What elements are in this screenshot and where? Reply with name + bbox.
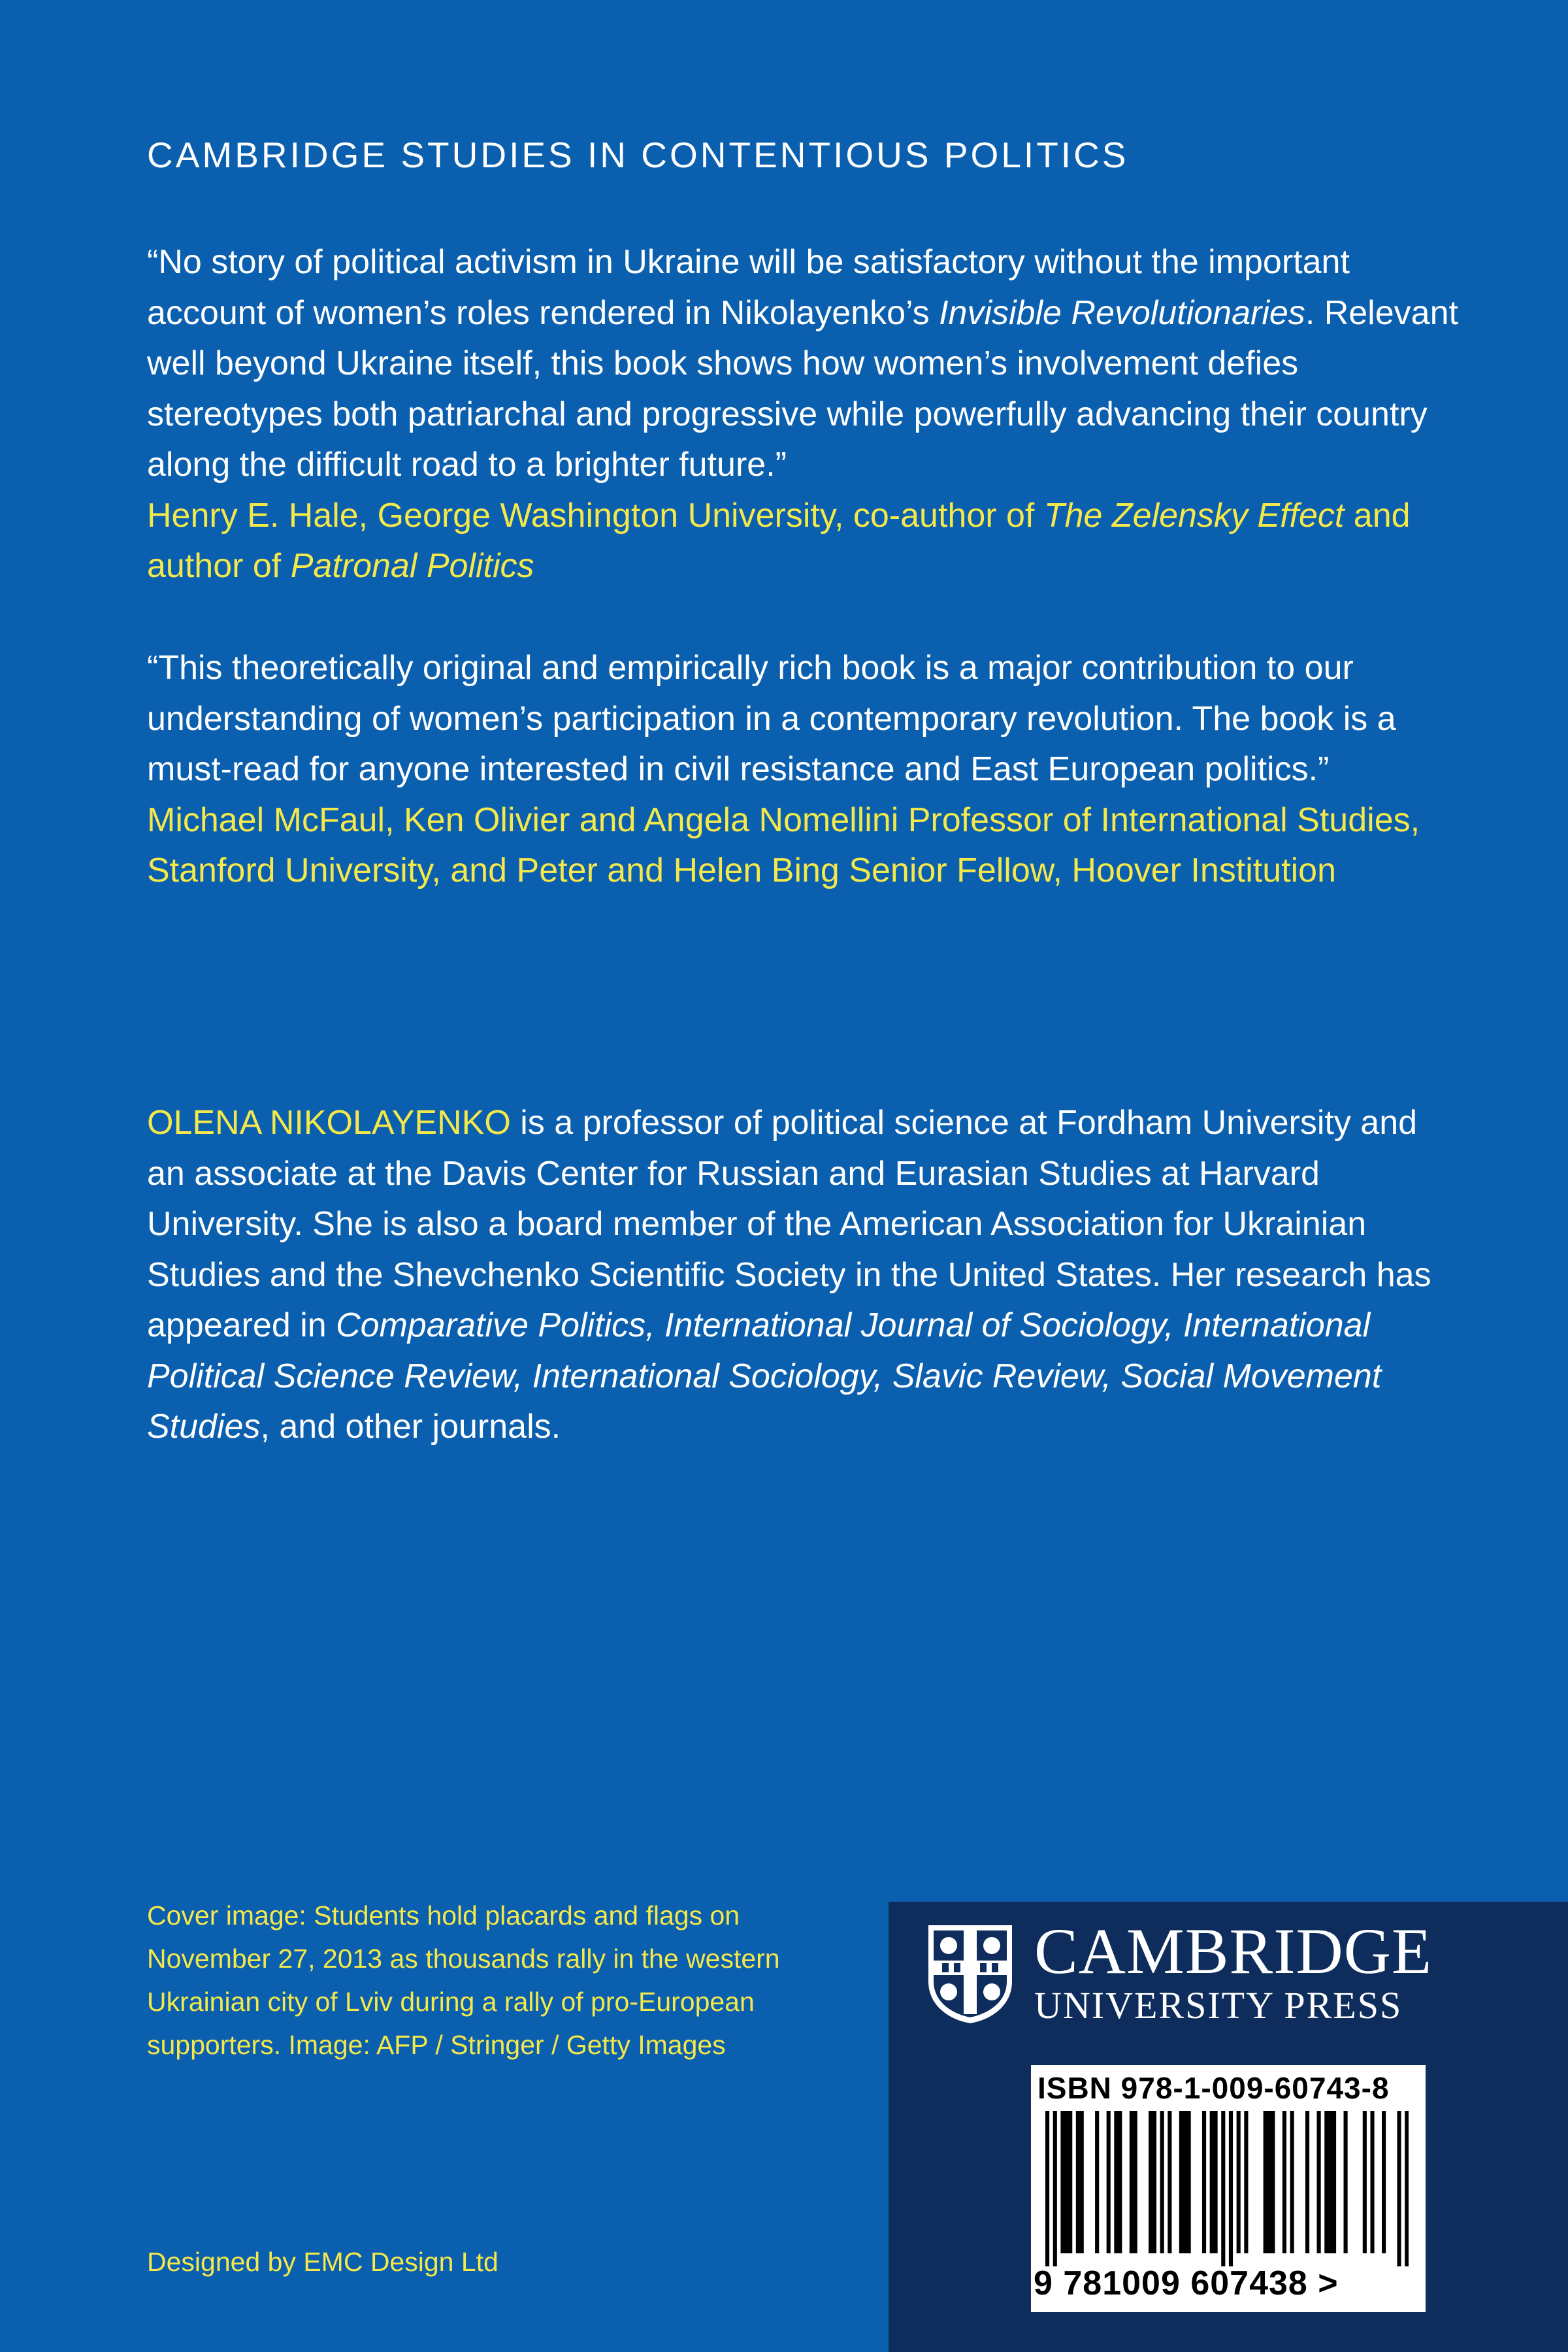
- barcode-bar: [1271, 2111, 1275, 2253]
- barcode-bar: [1134, 2111, 1137, 2253]
- quote-text: . Relevant well beyond Ukraine itself, this book shows how women’s involvement defies stereotypes both patriarchal and progressive while powerfully advancing their country along the difficult road to a brighter future.”: [147, 293, 1458, 484]
- barcode-bar: [1053, 2111, 1057, 2266]
- barcode-bar: [1264, 2111, 1267, 2253]
- endorsement-hale: [147, 237, 1460, 592]
- barcode-bar: [1118, 2111, 1122, 2253]
- barcode-bar: [1045, 2111, 1049, 2266]
- publisher-panel: [889, 1902, 1568, 2352]
- barcode-bar: [1282, 2111, 1286, 2253]
- endorsement-quote: “This theoretically original and empirically rich book is a major contribution to our understanding of women’s participation in a contemporary revolution. The book is a must-read for anyone interested in civil resistance and East European politics.”: [147, 649, 1396, 788]
- barcode-bar: [1114, 2111, 1118, 2253]
- journal-list: Comparative Politics, International Journal of Sociology, International Political Science Review, International Sociology, Slavic Review, Social Movement Studies: [147, 1306, 1382, 1446]
- barcode-bar: [1060, 2111, 1064, 2253]
- publisher-name-line-1: CAMBRIDGE: [1034, 1915, 1433, 1987]
- cambridge-shield-icon: [924, 1921, 1016, 2026]
- barcode-bar: [1183, 2111, 1187, 2253]
- barcode-bar: [1397, 2111, 1401, 2266]
- endorsement-mcfaul: [147, 643, 1460, 897]
- barcode-bar: [1229, 2111, 1233, 2266]
- barcode-bar: [1107, 2111, 1111, 2253]
- quote-text: “No story of political activism in Ukraine will be satisfactory without the important account of women’s roles rendered in Nikolayenko’s: [147, 243, 1350, 332]
- barcode-bar: [1076, 2111, 1080, 2253]
- barcode-bar: [1267, 2111, 1271, 2253]
- barcode-bar: [1382, 2111, 1386, 2253]
- author-bio: [147, 1098, 1460, 1453]
- series-title: CAMBRIDGE STUDIES IN CONTENTIOUS POLITICS: [147, 135, 1129, 175]
- barcode-bar: [1244, 2111, 1248, 2253]
- barcode-bar: [1317, 2111, 1321, 2253]
- barcode-bar: [1237, 2111, 1241, 2253]
- barcode-bar: [1405, 2111, 1409, 2266]
- barcode-bar: [1324, 2111, 1328, 2253]
- barcode-bar: [1168, 2111, 1171, 2253]
- barcode-bar: [1095, 2111, 1099, 2253]
- barcode-bar: [1160, 2111, 1164, 2253]
- publisher-name: [1034, 1915, 1433, 2027]
- bio-text: is a professor of political science at Fordham University and an associate at the Davis Center for Russian and Eurasian Studies at Harvard University. She is also a board member of the American Association for Ukrainian Studies and the Shevchenko Scientific Society in the United States. Her research has appeared in: [147, 1104, 1431, 1344]
- barcode-bar: [1080, 2111, 1084, 2253]
- barcode-bar: [1221, 2111, 1225, 2266]
- cover-image-credit: Cover image: Students hold placards and flags on November 27, 2013 as thousands rally in the western Ukrainian city of Lviv during a rally of pro-European supporters. Image: AFP / Stringer / Getty Images: [147, 1900, 780, 2060]
- barcode-bar: [1305, 2111, 1309, 2253]
- barcode-bar: [1130, 2111, 1134, 2253]
- barcode-bar: [1370, 2111, 1374, 2253]
- endorsement-attribution: [147, 491, 1460, 592]
- endorsement-quote: [147, 237, 1460, 491]
- barcode-bar: [1214, 2111, 1218, 2253]
- attribution-text: and author of: [147, 496, 1411, 585]
- barcode-bar: [1210, 2111, 1214, 2253]
- author-name: OLENA NIKOLAYENKO: [147, 1104, 511, 1142]
- barcode-bar: [1332, 2111, 1336, 2253]
- barcode-bar: [1344, 2111, 1348, 2253]
- book-title: Invisible Revolutionaries: [939, 293, 1305, 332]
- isbn-barcode: [1031, 2065, 1426, 2312]
- isbn-label: ISBN 978-1-009-60743-8: [1037, 2071, 1390, 2105]
- barcode-digits: 9 781009 607438 >: [1034, 2264, 1339, 2302]
- barcode-bar: [1187, 2111, 1191, 2253]
- bio-text: , and other journals.: [260, 1408, 561, 1446]
- barcode-bar: [1179, 2111, 1183, 2253]
- endorsement-attribution: Michael McFaul, Ken Olivier and Angela Nomellini Professor of International Studies, Stanford University, and Peter and Helen Bing Senior Fellow, Hoover Institution: [147, 801, 1420, 889]
- design-credit: Designed by EMC Design Ltd: [147, 2247, 498, 2277]
- publisher-logo: [924, 1915, 1433, 2027]
- barcode-bar: [1149, 2111, 1152, 2253]
- author-bio-text: [147, 1098, 1460, 1453]
- barcode-bars: [1045, 2111, 1409, 2266]
- barcode-bar: [1068, 2111, 1072, 2253]
- publisher-name-line-2: UNIVERSITY PRESS: [1034, 1984, 1403, 2027]
- attribution-text: Henry E. Hale, George Washington University, co-author of: [147, 496, 1044, 535]
- attribution-book: The Zelensky Effect: [1043, 496, 1345, 535]
- barcode-bar: [1202, 2111, 1206, 2253]
- barcode-bar: [1064, 2111, 1068, 2253]
- barcode-bar: [1328, 2111, 1332, 2253]
- barcode-bar: [1363, 2111, 1367, 2253]
- attribution-book: Patronal Politics: [290, 547, 534, 585]
- barcode-bar: [1290, 2111, 1294, 2253]
- barcode-bar: [1152, 2111, 1156, 2253]
